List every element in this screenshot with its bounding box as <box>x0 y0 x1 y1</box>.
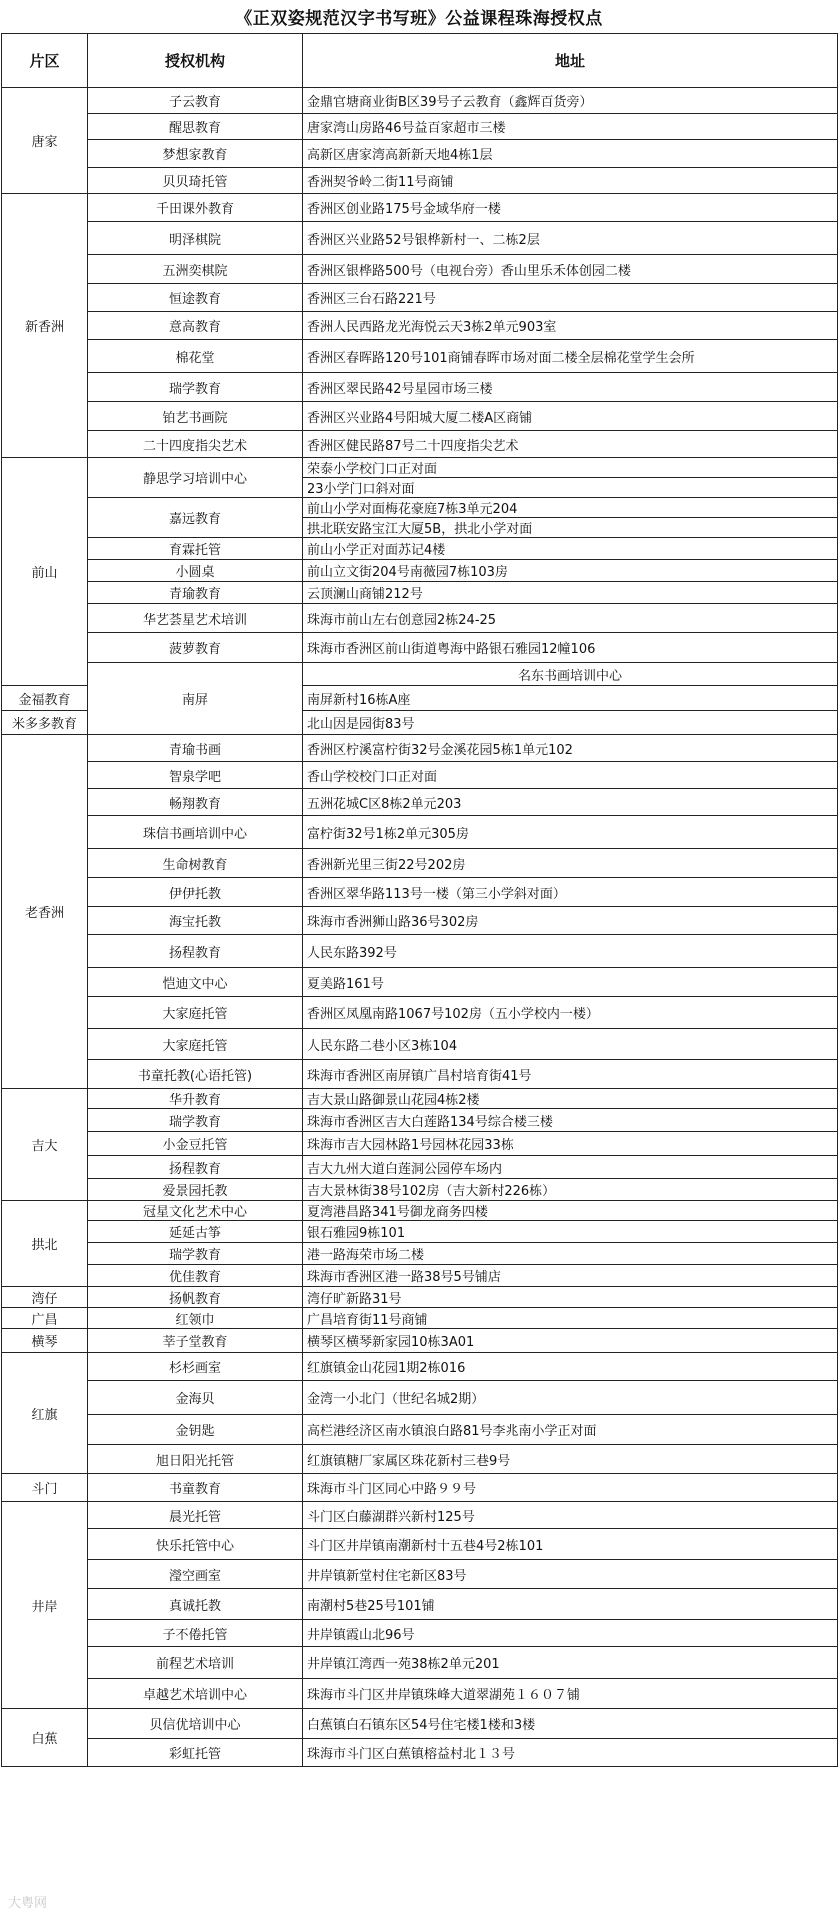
district-cell: 前山 <box>2 458 88 686</box>
org-cell: 书童托教(心语托管) <box>88 1060 303 1089</box>
address-cell: 香洲区春晖路120号101商铺春晖市场对面二楼全层棉花堂学生会所 <box>303 340 838 373</box>
header-district: 片区 <box>2 34 88 88</box>
district-cell: 井岸 <box>2 1502 88 1709</box>
address-cell: 香洲区银桦路500号（电视台旁）香山里乐禾体创园二楼 <box>303 255 838 284</box>
table-row <box>2 1156 838 1179</box>
org-cell: 生命树教育 <box>88 849 303 878</box>
table-row <box>2 878 838 907</box>
address-cell: 前山小学对面梅花豪庭7栋3单元204 <box>303 498 838 518</box>
table-row <box>2 140 838 168</box>
address-cell: 珠海市斗门区白蕉镇榕益村北１３号 <box>303 1739 838 1767</box>
org-cell: 静思学习培训中心 <box>88 458 303 498</box>
org-cell: 梦想家教育 <box>88 140 303 168</box>
table-row <box>2 1201 838 1221</box>
district-cell: 广昌 <box>2 1308 88 1329</box>
address-cell: 荣泰小学校门口正对面 <box>303 458 838 478</box>
address-cell: 北山因是园街83号 <box>303 711 838 735</box>
org-cell: 二十四度指尖艺术 <box>88 431 303 458</box>
address-cell: 香洲区翠民路42号星园市场三楼 <box>303 373 838 402</box>
org-cell: 瑞学教育 <box>88 1243 303 1265</box>
address-cell: 高栏港经济区南水镇浪白路81号李兆南小学正对面 <box>303 1415 838 1445</box>
table-row <box>2 1445 838 1474</box>
district-cell: 红旗 <box>2 1353 88 1474</box>
org-cell: 意高教育 <box>88 312 303 340</box>
org-cell: 金海贝 <box>88 1381 303 1415</box>
table-row <box>2 849 838 878</box>
org-cell: 大家庭托管 <box>88 997 303 1029</box>
address-cell: 斗门区白藤湖群兴新村125号 <box>303 1502 838 1529</box>
address-cell: 金湾一小北门（世纪名城2期） <box>303 1381 838 1415</box>
address-cell: 横琴区横琴新家园10栋3A01 <box>303 1329 838 1353</box>
address-cell: 夏湾港昌路341号御龙商务四楼 <box>303 1201 838 1221</box>
table-row <box>2 1502 838 1529</box>
address-cell: 金鼎官塘商业街B区39号子云教育（鑫辉百货旁） <box>303 88 838 114</box>
org-cell: 金福教育 <box>2 686 88 711</box>
table-row <box>2 735 838 762</box>
authorization-table <box>1 33 838 1767</box>
org-cell: 晨光托管 <box>88 1502 303 1529</box>
table-row <box>2 88 838 114</box>
address-cell: 白蕉镇白石镇东区54号住宅楼1楼和3楼 <box>303 1709 838 1739</box>
org-cell: 海宝托教 <box>88 907 303 935</box>
org-cell: 延延古筝 <box>88 1221 303 1243</box>
table-row <box>2 538 838 560</box>
address-cell: 香洲区兴业路4号阳城大厦二楼A区商铺 <box>303 402 838 431</box>
table-row <box>2 168 838 194</box>
org-cell: 嘉远教育 <box>88 498 303 538</box>
org-cell: 菠萝教育 <box>88 633 303 663</box>
org-cell: 小金豆托管 <box>88 1132 303 1156</box>
org-cell: 优佳教育 <box>88 1265 303 1287</box>
address-cell: 拱北联安路宝江大厦5B，拱北小学对面 <box>303 518 838 538</box>
org-cell: 书童教育 <box>88 1474 303 1502</box>
address-cell: 香洲契爷岭二街11号商铺 <box>303 168 838 194</box>
org-cell: 杉杉画室 <box>88 1353 303 1381</box>
address-cell: 唐家湾山房路46号益百家超市三楼 <box>303 114 838 140</box>
address-cell: 五洲花城C区8栋2单元203 <box>303 789 838 816</box>
table-row <box>2 1353 838 1381</box>
org-cell: 瀅空画室 <box>88 1560 303 1589</box>
table-row <box>2 997 838 1029</box>
org-cell: 米多多教育 <box>2 711 88 735</box>
org-cell: 育霖托管 <box>88 538 303 560</box>
address-cell: 前山小学正对面苏记4楼 <box>303 538 838 560</box>
org-cell: 旭日阳光托管 <box>88 1445 303 1474</box>
address-cell: 夏美路161号 <box>303 968 838 997</box>
org-cell: 畅翔教育 <box>88 789 303 816</box>
district-cell: 拱北 <box>2 1201 88 1287</box>
address-cell: 香洲区凤凰南路1067号102房（五小学校内一楼） <box>303 997 838 1029</box>
address-cell: 人民东路392号 <box>303 935 838 968</box>
org-cell: 子不倦托管 <box>88 1620 303 1647</box>
address-cell: 云顶澜山商铺212号 <box>303 582 838 604</box>
table-row <box>2 431 838 458</box>
address-cell: 珠海市香洲区港一路38号5号铺店 <box>303 1265 838 1287</box>
org-cell: 珠信书画培训中心 <box>88 816 303 849</box>
org-cell: 铂艺书画院 <box>88 402 303 431</box>
org-cell: 青瑜书画 <box>88 735 303 762</box>
table-row <box>2 340 838 373</box>
org-cell: 快乐托管中心 <box>88 1529 303 1560</box>
table-row <box>2 1109 838 1132</box>
org-cell: 贝贝琦托管 <box>88 168 303 194</box>
address-cell: 香洲区柠溪富柠街32号金溪花园5栋1单元102 <box>303 735 838 762</box>
district-cell: 唐家 <box>2 88 88 194</box>
table-row <box>2 1709 838 1739</box>
org-cell: 五洲奕棋院 <box>88 255 303 284</box>
table-row <box>2 968 838 997</box>
org-cell: 恺迪文中心 <box>88 968 303 997</box>
table-row <box>2 907 838 935</box>
org-cell: 瑞学教育 <box>88 1109 303 1132</box>
address-cell: 南潮村5巷25号101铺 <box>303 1589 838 1620</box>
org-cell: 前程艺术培训 <box>88 1647 303 1679</box>
table-row <box>2 1474 838 1502</box>
address-cell: 23小学门口斜对面 <box>303 478 838 498</box>
org-cell: 真诚托教 <box>88 1589 303 1620</box>
org-cell: 华艺荟星艺术培训 <box>88 604 303 633</box>
org-cell: 恒途教育 <box>88 284 303 312</box>
table-row <box>2 1589 838 1620</box>
table-row <box>2 1221 838 1243</box>
table-row <box>2 1029 838 1060</box>
address-cell: 珠海市吉大园林路1号园林花园33栋 <box>303 1132 838 1156</box>
org-cell: 卓越艺术培训中心 <box>88 1679 303 1709</box>
table-row <box>2 255 838 284</box>
address-cell: 红旗镇糖厂家属区珠花新村三巷9号 <box>303 1445 838 1474</box>
org-cell: 扬帆教育 <box>88 1287 303 1308</box>
address-cell: 香洲区创业路175号金域华府一楼 <box>303 194 838 222</box>
table-row <box>2 458 838 478</box>
org-cell: 扬程教育 <box>88 935 303 968</box>
org-cell: 棉花堂 <box>88 340 303 373</box>
address-cell: 井岸镇新堂村住宅新区83号 <box>303 1560 838 1589</box>
table-row <box>2 1620 838 1647</box>
org-cell: 伊伊托教 <box>88 878 303 907</box>
table-row <box>2 1381 838 1415</box>
table-row <box>2 1179 838 1201</box>
district-cell: 老香洲 <box>2 735 88 1089</box>
table-row <box>2 194 838 222</box>
table-row <box>2 1529 838 1560</box>
table-row <box>2 1679 838 1709</box>
address-cell: 香洲人民西路龙光海悦云天3栋2单元903室 <box>303 312 838 340</box>
address-cell: 前山立文街204号南薇园7栋103房 <box>303 560 838 582</box>
table-row <box>2 1243 838 1265</box>
table-row <box>2 663 838 686</box>
district-cell: 白蕉 <box>2 1709 88 1767</box>
org-cell: 冠星文化艺术中心 <box>88 1201 303 1221</box>
org-cell: 金钥匙 <box>88 1415 303 1445</box>
address-cell: 香洲区翠华路113号一楼（第三小学斜对面） <box>303 878 838 907</box>
address-cell: 珠海市斗门区同心中路９９号 <box>303 1474 838 1502</box>
page-title: 《正双姿规范汉字书写班》公益课程珠海授权点 <box>235 9 603 29</box>
table-row <box>2 1329 838 1353</box>
org-cell: 名东书画培训中心 <box>303 663 838 686</box>
org-cell: 小圆桌 <box>88 560 303 582</box>
address-cell: 香山学校校门口正对面 <box>303 762 838 789</box>
org-cell: 扬程教育 <box>88 1156 303 1179</box>
district-cell: 横琴 <box>2 1329 88 1353</box>
address-cell: 珠海市香洲狮山路36号302房 <box>303 907 838 935</box>
address-cell: 港一路海荣市场二楼 <box>303 1243 838 1265</box>
table-row <box>2 1265 838 1287</box>
address-cell: 高新区唐家湾高新新天地4栋1层 <box>303 140 838 168</box>
table-row <box>2 1308 838 1329</box>
district-cell: 吉大 <box>2 1089 88 1201</box>
table-row <box>2 1739 838 1767</box>
address-cell: 斗门区井岸镇南潮新村十五巷4号2栋101 <box>303 1529 838 1560</box>
address-cell: 珠海市斗门区井岸镇珠峰大道翠湖苑１６０７铺 <box>303 1679 838 1709</box>
org-cell: 华升教育 <box>88 1089 303 1109</box>
table-row <box>2 312 838 340</box>
table-row <box>2 762 838 789</box>
org-cell: 爱景园托教 <box>88 1179 303 1201</box>
table-row <box>2 222 838 255</box>
watermark: 大粤网 <box>8 1896 48 1911</box>
district-cell: 新香洲 <box>2 194 88 458</box>
org-cell: 子云教育 <box>88 88 303 114</box>
address-cell: 珠海市前山左右创意园2栋24-25 <box>303 604 838 633</box>
address-cell: 吉大景山路御景山花园4栋2楼 <box>303 1089 838 1109</box>
org-cell: 智泉学吧 <box>88 762 303 789</box>
table-row <box>2 633 838 663</box>
table-row <box>2 114 838 140</box>
org-cell: 莘子堂教育 <box>88 1329 303 1353</box>
address-cell: 红旗镇金山花园1期2栋016 <box>303 1353 838 1381</box>
table-row <box>2 1060 838 1089</box>
header-org: 授权机构 <box>88 34 303 88</box>
table-row <box>2 1415 838 1445</box>
org-cell: 大家庭托管 <box>88 1029 303 1060</box>
address-cell: 珠海市香洲区南屏镇广昌村培育街41号 <box>303 1060 838 1089</box>
table-row <box>2 1089 838 1109</box>
org-cell: 醒思教育 <box>88 114 303 140</box>
address-cell: 广昌培育街11号商铺 <box>303 1308 838 1329</box>
header-address: 地址 <box>303 34 838 88</box>
address-cell: 湾仔旷新路31号 <box>303 1287 838 1308</box>
address-cell: 香洲区三台石路221号 <box>303 284 838 312</box>
org-cell: 彩虹托管 <box>88 1739 303 1767</box>
address-cell: 井岸镇江湾西一苑38栋2单元201 <box>303 1647 838 1679</box>
district-cell: 湾仔 <box>2 1287 88 1308</box>
address-cell: 吉大景林街38号102房（吉大新村226栋） <box>303 1179 838 1201</box>
org-cell: 贝信优培训中心 <box>88 1709 303 1739</box>
table-row <box>2 935 838 968</box>
address-cell: 香洲新光里三街22号202房 <box>303 849 838 878</box>
address-cell: 香洲区兴业路52号银桦新村一、二栋2层 <box>303 222 838 255</box>
address-cell: 香洲区健民路87号二十四度指尖艺术 <box>303 431 838 458</box>
address-cell: 银石雅园9栋101 <box>303 1221 838 1243</box>
address-cell: 人民东路二巷小区3栋104 <box>303 1029 838 1060</box>
address-cell: 珠海市香洲区前山街道粤海中路银石雅园12幢106 <box>303 633 838 663</box>
address-cell: 富柠街32号1栋2单元305房 <box>303 816 838 849</box>
table-row <box>2 560 838 582</box>
org-cell: 红领巾 <box>88 1308 303 1329</box>
table-header-row <box>2 34 838 88</box>
district-cell: 斗门 <box>2 1474 88 1502</box>
table-row <box>2 604 838 633</box>
table-row <box>2 789 838 816</box>
org-cell: 明泽棋院 <box>88 222 303 255</box>
table-row <box>2 582 838 604</box>
org-cell: 青瑜教育 <box>88 582 303 604</box>
table-row <box>2 402 838 431</box>
address-cell: 吉大九州大道白莲洞公园停车场内 <box>303 1156 838 1179</box>
table-row <box>2 1287 838 1308</box>
table-row <box>2 284 838 312</box>
table-row <box>2 816 838 849</box>
district-cell: 南屏 <box>88 663 303 735</box>
address-cell: 井岸镇霞山北96号 <box>303 1620 838 1647</box>
org-cell: 瑞学教育 <box>88 373 303 402</box>
table-row <box>2 1560 838 1589</box>
address-cell: 南屏新村16栋A座 <box>303 686 838 711</box>
table-body <box>2 88 838 1767</box>
table-row <box>2 1132 838 1156</box>
table-row <box>2 1647 838 1679</box>
table-row <box>2 498 838 518</box>
table-row <box>2 373 838 402</box>
address-cell: 珠海市香洲区吉大白莲路134号综合楼三楼 <box>303 1109 838 1132</box>
org-cell: 千田课外教育 <box>88 194 303 222</box>
